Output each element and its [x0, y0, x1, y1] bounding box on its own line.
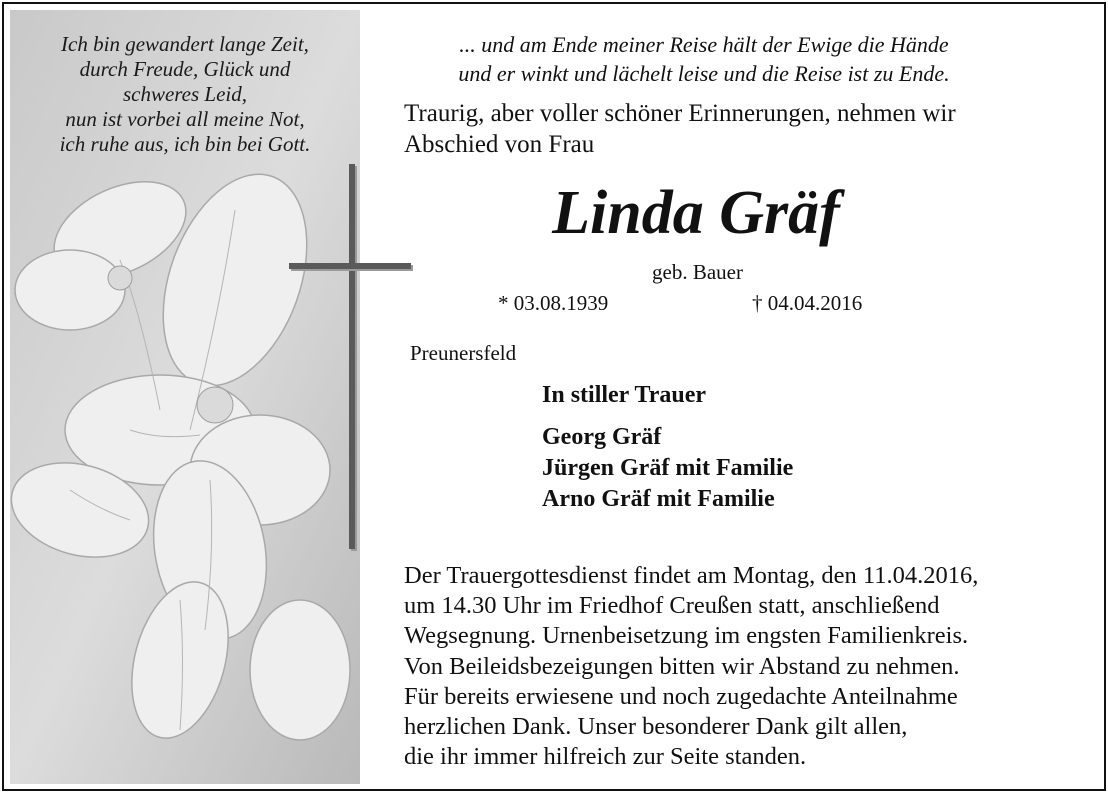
- service-line: herzlichen Dank. Unser besonderer Dank gilt allen,: [404, 713, 908, 741]
- service-line: Wegsegnung. Urnenbeisetzung im engsten Familienkreis.: [404, 622, 969, 650]
- cross-horizontal-bar: [289, 263, 411, 269]
- quote-line: ... und am Ende meiner Reise hält der Ewige die Hände: [459, 32, 949, 57]
- intro-text: [404, 98, 956, 160]
- service-line: um 14.30 Uhr im Friedhof Creußen statt, anschließend: [404, 592, 940, 620]
- mourners: [542, 380, 793, 515]
- maiden-name: geb. Bauer: [652, 260, 743, 284]
- poem-line: Ich bin gewandert lange Zeit,: [61, 32, 309, 56]
- death-date: † 04.04.2016: [752, 291, 863, 315]
- mourner-name: Arno Gräf mit Familie: [542, 486, 775, 512]
- deceased-name: Linda Gräf: [552, 179, 840, 247]
- service-notice: [404, 561, 978, 772]
- obituary-frame: [2, 2, 1106, 791]
- orchid-image-panel: [10, 10, 360, 784]
- service-line: Für bereits erwiesene und noch zugedachte Anteilnahme: [404, 682, 958, 710]
- place: Preunersfeld: [410, 341, 517, 365]
- poem-line: schweres Leid,: [122, 82, 248, 106]
- poem-line: durch Freude, Glück und: [79, 57, 291, 81]
- birth-date: * 03.08.1939: [498, 291, 609, 315]
- service-line: die ihr immer hilfreich zur Seite standen.: [404, 743, 807, 771]
- mourner-name: Jürgen Gräf mit Familie: [542, 455, 794, 481]
- cross-vertical-bar: [349, 164, 355, 549]
- poem-line: ich ruhe aus, ich bin bei Gott.: [59, 132, 311, 156]
- quote: [394, 30, 1014, 88]
- mourners-heading: In stiller Trauer: [542, 382, 706, 408]
- poem-line: nun ist vorbei all meine Not,: [65, 107, 305, 131]
- mourner-name: Georg Gräf: [542, 424, 662, 450]
- intro-line: Abschied von Frau: [404, 131, 595, 158]
- service-line: Von Beileidsbezeigungen bitten wir Abstand zu nehmen.: [404, 652, 960, 680]
- intro-line: Traurig, aber voller schöner Erinnerungen, nehmen wir: [404, 100, 956, 127]
- quote-line: und er winkt und lächelt leise und die Reise ist zu Ende.: [458, 61, 950, 86]
- poem: [10, 32, 360, 157]
- service-line: Der Trauergottesdienst findet am Montag, den 11.04.2016,: [404, 562, 979, 589]
